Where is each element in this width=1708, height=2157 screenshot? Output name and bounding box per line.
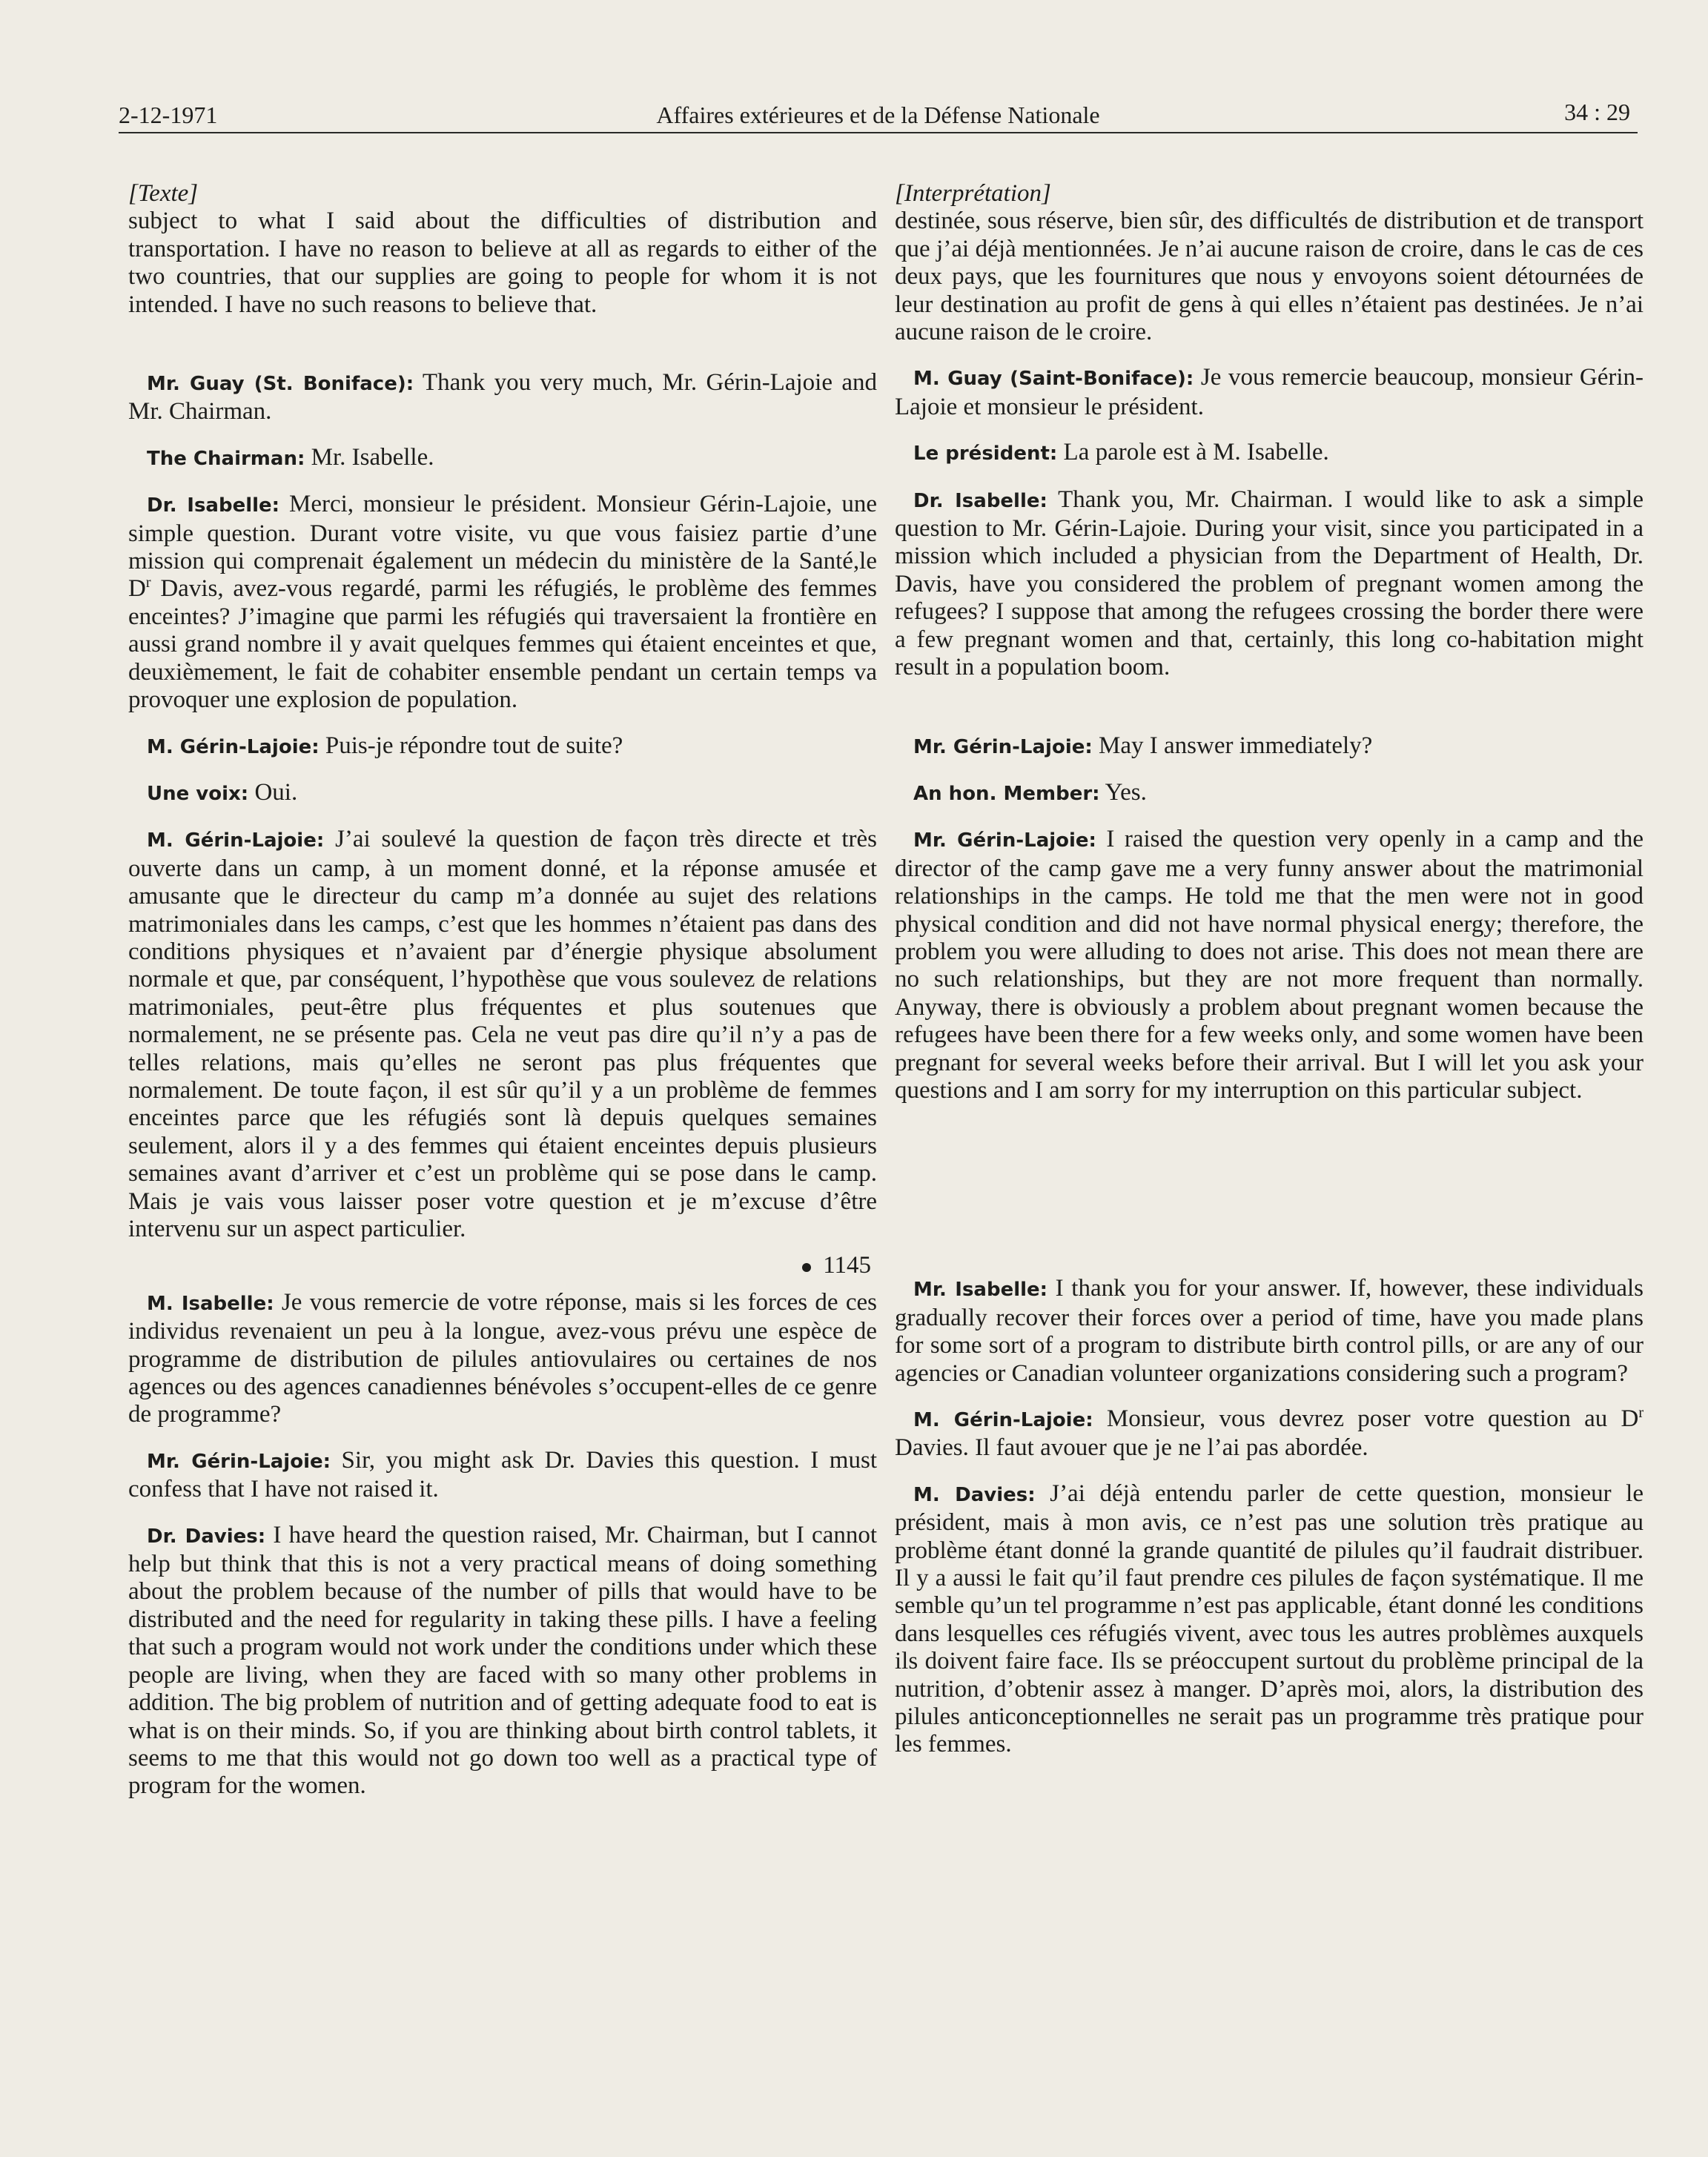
speech-text: I have heard the question raised, Mr. Chairman, but I cannot help but think that this is not a very practical means of doing something about the problem because of the number of pills that would have to be distributed and the need for regularity in taking these pills. I have a feeling that such a program would not work under the conditions under which these people are living, when they are faced with so many other problems in addition. The big problem of nutrition and of getting adequate food to eat is what is on their minds. So, if you are thinking about birth control tablets, it seems to me that this would not go down too well as a practical type of program for the women.	[128, 1521, 878, 1800]
right-column	[895, 180, 1644, 1759]
speaker: An hon. Member:	[913, 782, 1100, 805]
speaker: Le président:	[913, 443, 1058, 465]
paragraph	[128, 826, 877, 1243]
speaker: M. Gérin-Lajoie:	[913, 1409, 1093, 1431]
time-marker	[128, 1252, 877, 1279]
speech-text: Mr. Isabelle.	[305, 443, 434, 471]
speaker: Dr. Isabelle:	[147, 494, 280, 517]
paragraph	[895, 364, 1644, 421]
header-title: Affaires extérieures et de la Défense Nationale	[656, 102, 1100, 128]
paragraph	[895, 486, 1644, 682]
speech-text: Thank you, Mr. Chairman. I would like to ask a simple question to Mr. Gérin-Lajoie. During your visit, since you participated in a mission which included a physician from the Department of Health, Dr. Davis, have you considered the problem of pregnant women among the refugees? I suppose that among the refugees crossing the border there were a few pregnant women and that, certainly, this long co-habitation might result in a population boom.	[895, 486, 1644, 681]
speech-text: I thank you for your answer. If, however, these individuals gradually recover their forces over a period of time, have you made plans for some sort of a program to distribute birth control pills, or are any of our agencies or Canadian volunteer organizations considering such a program?	[895, 1275, 1644, 1387]
speech-text: Thank you very much, Mr. Gérin-Lajoie and Mr. Chairman.	[128, 369, 877, 425]
paragraph	[128, 491, 877, 714]
bullet-icon	[802, 1263, 811, 1272]
speaker: Dr. Davies:	[147, 1525, 266, 1548]
speech-text: Je vous remercie beaucoup, monsieur Gérin-Lajoie et monsieur le président.	[895, 364, 1644, 420]
speaker: Mr. Gérin-Lajoie:	[913, 735, 1093, 758]
speaker: Mr. Isabelle:	[913, 1279, 1048, 1302]
paragraph	[895, 826, 1644, 1104]
running-header	[119, 95, 1638, 133]
speaker: Dr. Isabelle:	[913, 489, 1047, 512]
paragraph	[128, 1522, 877, 1800]
superscript: r	[1638, 1405, 1644, 1421]
speech-text: La parole est à M. Isabelle.	[1057, 439, 1329, 466]
speech-text: Puis-je répondre tout de suite?	[319, 732, 623, 759]
page-number: 34 : 29	[1564, 99, 1630, 125]
speech-text: May I answer immediately?	[1092, 732, 1373, 759]
time-marker-text: 1145	[823, 1252, 871, 1279]
paragraph: subject to what I said about the difficulties of distribution and transportation. I have no reason to believe at all as regards to either of the two countries, that our supplies are going to people for whom it is not intended. I have no such reasons to believe that.	[128, 208, 877, 318]
speech-text: Monsieur, vous devrez poser votre question au D	[1093, 1405, 1639, 1432]
speaker: M. Davies:	[913, 1483, 1036, 1506]
paragraph	[895, 439, 1644, 468]
paragraph	[895, 732, 1644, 761]
paragraph	[895, 1480, 1644, 1759]
speaker: Mr. Guay (St. Boniface):	[147, 373, 414, 396]
paragraph: destinée, sous réserve, bien sûr, des difficultés de distribution et de transport que j’ai déjà mentionnées. Je n’ai aucune raison de croire, dans le cas de ces deux pays, que les fournitures que nous y envoyons soient détournées de leur destination au profit de gens à qui elles n’étaient pas destinées. Je n’ai aucune raison de le croire.	[895, 208, 1644, 346]
language-tag: [Interprétation]	[895, 180, 1051, 207]
paragraph	[895, 779, 1644, 808]
speech-text: Davies. Il faut avouer que je ne l’ai pas abordée.	[895, 1434, 1368, 1462]
speaker: M. Gérin-Lajoie:	[147, 735, 320, 758]
header-date: 2-12-1971	[119, 102, 218, 128]
speech-text: Sir, you might ask Dr. Davies this question. I must confess that I have not raised it.	[128, 1446, 877, 1503]
paragraph	[128, 369, 877, 426]
left-column	[128, 180, 877, 1800]
paragraph	[128, 1289, 877, 1429]
speaker: The Chairman:	[147, 447, 305, 470]
speech-text: Davis, avez-vous regardé, parmi les réfugiés, le problème des femmes enceintes? J’imagine que parmi les réfugiés qui traversaient la frontière en aussi grand nombre il y avait quelques femmes qui étaient enceintes et que, deuxièmement, le fait de cohabiter ensemble pendant un certain temps va provoquer une explosion de population.	[128, 575, 877, 714]
paragraph	[895, 1405, 1644, 1462]
paragraph	[895, 1275, 1644, 1388]
language-tag: [Texte]	[128, 180, 199, 207]
paragraph	[128, 779, 877, 808]
speech-text: Merci, monsieur le président. Monsieur Gérin-Lajoie, une simple question. Durant votre visite, vu que vous faisiez partie d’une mission qui comprenait également un médecin du ministère de la Santé,le D	[128, 491, 878, 603]
paragraph	[128, 1447, 877, 1504]
speech-text: Je vous remercie de votre réponse, mais si les forces de ces individus revenaient un peu à la longue, avez-vous prévu une espèce de programme de distribution de pilules antiovulaires ou certaines de nos agences ou des agences canadiennes bénévoles s’occupent-elles de ce genre de programme?	[128, 1288, 877, 1428]
speaker: Mr. Gérin-Lajoie:	[147, 1450, 331, 1473]
speech-text: J’ai soulevé la question de façon très directe et très ouverte dans un camp, à un moment donné, et la réponse amusée et amusante que le directeur du camp m’a donnée au sujet des relations matrimoniales dans les camps, c’est que les hommes n’étaient pas dans des conditions physiques et n’avaient par d’énergie physique absolument normale et que, par conséquent, l’hypothèse que vous soulevez de relations matrimoniales, peut-être plus fréquentes et plus soutenues que normalement, ne se présente pas. Cela ne veut pas dire qu’il n’y a pas de telles relations, mais qu’elles ne seront pas plus fréquentes que normalement. De toute façon, il est sûr qu’il y a un problème de femmes enceintes parce que les réfugiés sont là depuis quelques semaines seulement, alors il y a des femmes qui étaient enceintes depuis plusieurs semaines avant d’arriver et c’est un problème qui se pose dans le camp. Mais je vais vous laisser poser votre question et je m’excuse d’être intervenu sur un aspect particulier.	[128, 826, 877, 1242]
paragraph	[128, 732, 877, 761]
speaker: M. Guay (Saint-Boniface):	[913, 368, 1194, 391]
speaker: Mr. Gérin-Lajoie:	[913, 829, 1096, 852]
superscript: r	[145, 574, 151, 592]
speaker: Une voix:	[147, 782, 249, 805]
speech-text: Oui.	[248, 778, 298, 806]
speech-text: J’ai déjà entendu parler de cette question, monsieur le président, mais à mon avis, ce n’est pas une solution très pratique au problème étant donné la grande quantité de pilules qu’il faudrait distribuer. Il y a aussi le fait qu’il faut prendre ces pilules de façon systématique. Il me semble qu’un tel programme n’est pas applicable, étant donné les conditions dans lesquelles ces réfugiés vivent, avec tous les autres problèmes auxquels ils doivent faire face. Ils se préoccupent surtout du problème principal de la nutrition, d’obtenir assez à manger. D’après moi, alors, la distribution des pilules anticonceptionnelles ne serait pas un programme très pratique pour les femmes.	[895, 1480, 1644, 1758]
paragraph	[128, 444, 877, 473]
speech-text: Yes.	[1099, 778, 1147, 806]
speaker: M. Gérin-Lajoie:	[147, 829, 325, 852]
speaker: M. Isabelle:	[147, 1292, 274, 1315]
speech-text: I raised the question very openly in a camp and the director of the camp gave me a very funny answer about the matrimonial relationships in the camps. He told me that the men were not in good physical condition and did not have normal physical energy; therefore, the problem you were alluding to does not arise. This does not mean there are no such relationships, but they are not more frequent than normally. Anyway, there is obviously a problem about pregnant women because the refugees have been there for a few weeks only, and some women have been pregnant for several weeks before their arrival. But I will let you ask your questions and I am sorry for my interruption on this particular subject.	[895, 826, 1644, 1104]
